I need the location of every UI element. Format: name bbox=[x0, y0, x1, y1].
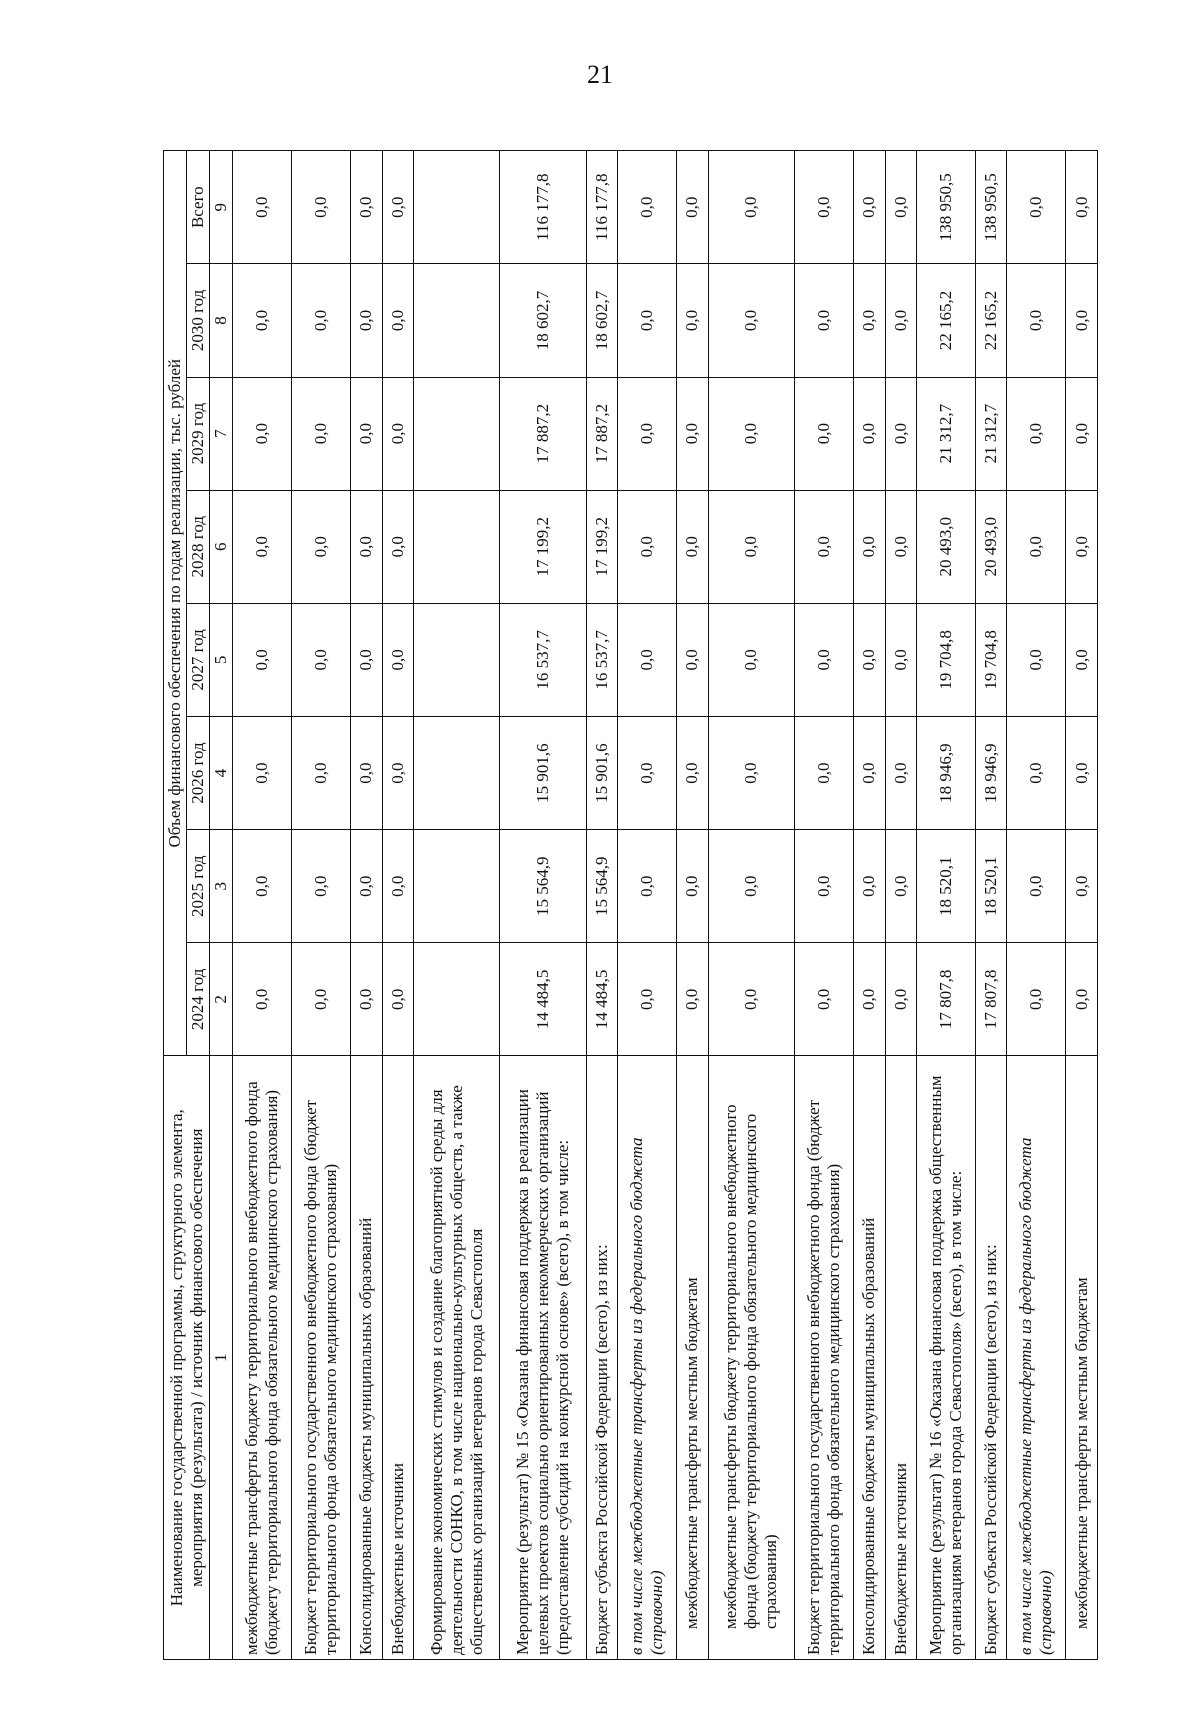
value-cell: 15 901,6 bbox=[586, 716, 618, 829]
value-cell bbox=[414, 943, 500, 1056]
header-row-1 bbox=[164, 151, 187, 1660]
header-year: 2030 год bbox=[187, 264, 210, 377]
value-cell: 138 950,5 bbox=[917, 151, 976, 264]
value-cell: 0,0 bbox=[1066, 603, 1098, 716]
table-row bbox=[975, 151, 1007, 1660]
column-number: 6 bbox=[210, 490, 233, 603]
table-row bbox=[414, 151, 500, 1660]
value-cell: 0,0 bbox=[351, 151, 383, 264]
table-row bbox=[382, 151, 414, 1660]
value-cell: 0,0 bbox=[708, 603, 794, 716]
value-cell: 17 199,2 bbox=[586, 490, 618, 603]
row-name-cell: Консолидированные бюджеты муниципальных образований bbox=[853, 1056, 885, 1660]
value-cell: 0,0 bbox=[1066, 490, 1098, 603]
value-cell: 0,0 bbox=[382, 490, 414, 603]
financing-table bbox=[163, 150, 1098, 1660]
value-cell: 0,0 bbox=[292, 490, 351, 603]
header-volume-cell: Объем финансового обеспечения по годам реализации, тыс. рублей bbox=[164, 151, 187, 1056]
value-cell: 0,0 bbox=[708, 264, 794, 377]
table-row bbox=[500, 151, 586, 1660]
value-cell: 0,0 bbox=[233, 943, 292, 1056]
value-cell: 0,0 bbox=[618, 151, 677, 264]
value-cell: 0,0 bbox=[233, 151, 292, 264]
table-row bbox=[618, 151, 677, 1660]
value-cell: 0,0 bbox=[677, 603, 709, 716]
value-cell: 17 807,8 bbox=[917, 943, 976, 1056]
page-number: 21 bbox=[587, 60, 613, 89]
value-cell: 0,0 bbox=[351, 943, 383, 1056]
value-cell: 18 602,7 bbox=[500, 264, 586, 377]
value-cell: 17 199,2 bbox=[500, 490, 586, 603]
value-cell: 18 946,9 bbox=[917, 716, 976, 829]
value-cell: 0,0 bbox=[351, 490, 383, 603]
value-cell bbox=[414, 151, 500, 264]
row-name-cell: Консолидированные бюджеты муниципальных образований bbox=[351, 1056, 383, 1660]
value-cell: 0,0 bbox=[677, 830, 709, 943]
column-number: 5 bbox=[210, 603, 233, 716]
value-cell: 0,0 bbox=[677, 490, 709, 603]
value-cell bbox=[414, 490, 500, 603]
value-cell: 116 177,8 bbox=[586, 151, 618, 264]
value-cell: 0,0 bbox=[1066, 830, 1098, 943]
header-year: 2026 год bbox=[187, 716, 210, 829]
value-cell: 0,0 bbox=[708, 151, 794, 264]
value-cell: 0,0 bbox=[1007, 943, 1066, 1056]
value-cell: 0,0 bbox=[382, 830, 414, 943]
value-cell: 0,0 bbox=[795, 716, 854, 829]
value-cell: 0,0 bbox=[618, 943, 677, 1056]
value-cell: 0,0 bbox=[885, 377, 917, 490]
value-cell bbox=[414, 716, 500, 829]
value-cell: 21 312,7 bbox=[975, 377, 1007, 490]
value-cell bbox=[414, 603, 500, 716]
row-name-cell: межбюджетные трансферты местным бюджетам bbox=[677, 1056, 709, 1660]
value-cell: 0,0 bbox=[677, 151, 709, 264]
value-cell: 15 564,9 bbox=[586, 830, 618, 943]
value-cell: 0,0 bbox=[853, 490, 885, 603]
value-cell: 0,0 bbox=[233, 716, 292, 829]
header-year: 2029 год bbox=[187, 377, 210, 490]
value-cell: 0,0 bbox=[1007, 716, 1066, 829]
value-cell: 17 887,2 bbox=[586, 377, 618, 490]
header-row-numbers bbox=[210, 151, 233, 1660]
value-cell: 0,0 bbox=[382, 603, 414, 716]
value-cell: 0,0 bbox=[382, 151, 414, 264]
value-cell: 0,0 bbox=[708, 830, 794, 943]
value-cell: 0,0 bbox=[351, 716, 383, 829]
value-cell: 0,0 bbox=[382, 943, 414, 1056]
table-row bbox=[795, 151, 854, 1660]
value-cell: 0,0 bbox=[1066, 716, 1098, 829]
value-cell: 17 887,2 bbox=[500, 377, 586, 490]
row-name-cell: межбюджетные трансферты бюджету территориального внебюджетного фонда (бюджету территориального фонда обязательного медицинского страхования) bbox=[233, 1056, 292, 1660]
row-name-cell: Мероприятие (результат) № 16 «Оказана финансовая поддержка общественным организациям ветеранов города Севастополя» (всего), в том числе: bbox=[917, 1056, 976, 1660]
value-cell: 18 946,9 bbox=[975, 716, 1007, 829]
value-cell: 0,0 bbox=[677, 943, 709, 1056]
value-cell: 18 602,7 bbox=[586, 264, 618, 377]
value-cell: 0,0 bbox=[1066, 943, 1098, 1056]
value-cell: 15 901,6 bbox=[500, 716, 586, 829]
table-row bbox=[1007, 151, 1066, 1660]
value-cell: 0,0 bbox=[233, 377, 292, 490]
value-cell: 18 520,1 bbox=[975, 830, 1007, 943]
value-cell: 0,0 bbox=[292, 151, 351, 264]
header-year: 2025 год bbox=[187, 830, 210, 943]
table-row bbox=[233, 151, 292, 1660]
row-name-cell: Внебюджетные источники bbox=[382, 1056, 414, 1660]
value-cell: 19 704,8 bbox=[975, 603, 1007, 716]
value-cell: 0,0 bbox=[677, 377, 709, 490]
value-cell: 0,0 bbox=[853, 151, 885, 264]
value-cell: 0,0 bbox=[618, 490, 677, 603]
value-cell: 0,0 bbox=[885, 830, 917, 943]
value-cell: 0,0 bbox=[618, 830, 677, 943]
value-cell: 0,0 bbox=[885, 264, 917, 377]
value-cell: 0,0 bbox=[1066, 264, 1098, 377]
value-cell: 0,0 bbox=[351, 603, 383, 716]
value-cell: 14 484,5 bbox=[586, 943, 618, 1056]
row-name-cell: Внебюджетные источники bbox=[885, 1056, 917, 1660]
value-cell: 19 704,8 bbox=[917, 603, 976, 716]
value-cell: 0,0 bbox=[677, 716, 709, 829]
value-cell: 0,0 bbox=[853, 716, 885, 829]
column-number: 9 bbox=[210, 151, 233, 264]
value-cell: 0,0 bbox=[292, 943, 351, 1056]
value-cell: 0,0 bbox=[618, 377, 677, 490]
value-cell: 0,0 bbox=[292, 716, 351, 829]
column-number: 4 bbox=[210, 716, 233, 829]
table-body bbox=[233, 151, 1098, 1660]
table-row bbox=[586, 151, 618, 1660]
value-cell: 0,0 bbox=[885, 490, 917, 603]
header-name-cell: Наименование государственной программы, структурного элемента, мероприятия (результата) / источник финансового обеспечения bbox=[164, 1056, 210, 1660]
value-cell: 0,0 bbox=[1007, 490, 1066, 603]
value-cell: 0,0 bbox=[1007, 830, 1066, 943]
value-cell: 0,0 bbox=[233, 603, 292, 716]
value-cell: 20 493,0 bbox=[917, 490, 976, 603]
value-cell: 0,0 bbox=[853, 377, 885, 490]
value-cell: 22 165,2 bbox=[975, 264, 1007, 377]
value-cell: 0,0 bbox=[795, 151, 854, 264]
value-cell: 0,0 bbox=[795, 943, 854, 1056]
value-cell: 18 520,1 bbox=[917, 830, 976, 943]
header-year: 2024 год bbox=[187, 943, 210, 1056]
value-cell: 0,0 bbox=[885, 716, 917, 829]
value-cell: 116 177,8 bbox=[500, 151, 586, 264]
value-cell: 138 950,5 bbox=[975, 151, 1007, 264]
value-cell: 0,0 bbox=[853, 264, 885, 377]
row-name-cell: Бюджет территориального государственного внебюджетного фонда (бюджет территориального фонда обязательного медицинского страхования) bbox=[795, 1056, 854, 1660]
table-row bbox=[351, 151, 383, 1660]
table-row bbox=[885, 151, 917, 1660]
value-cell: 0,0 bbox=[618, 716, 677, 829]
value-cell bbox=[414, 264, 500, 377]
value-cell: 0,0 bbox=[292, 603, 351, 716]
value-cell: 0,0 bbox=[1066, 151, 1098, 264]
value-cell: 0,0 bbox=[233, 264, 292, 377]
column-number: 2 bbox=[210, 943, 233, 1056]
table-row bbox=[917, 151, 976, 1660]
value-cell: 0,0 bbox=[1007, 264, 1066, 377]
value-cell: 14 484,5 bbox=[500, 943, 586, 1056]
value-cell: 0,0 bbox=[853, 943, 885, 1056]
row-name-cell: межбюджетные трансферты местным бюджетам bbox=[1066, 1056, 1098, 1660]
value-cell: 0,0 bbox=[795, 490, 854, 603]
value-cell: 0,0 bbox=[885, 151, 917, 264]
row-name-cell: Формирование экономических стимулов и создание благоприятной среды для деятельности СОНКО, в том числе национально-культурных обществ, а также общественных организаций ветеранов города Севастополя bbox=[414, 1056, 500, 1660]
value-cell: 0,0 bbox=[853, 830, 885, 943]
value-cell: 0,0 bbox=[233, 490, 292, 603]
value-cell: 0,0 bbox=[351, 377, 383, 490]
header-year: 2028 год bbox=[187, 490, 210, 603]
value-cell bbox=[414, 830, 500, 943]
value-cell: 0,0 bbox=[382, 716, 414, 829]
column-number: 3 bbox=[210, 830, 233, 943]
value-cell: 0,0 bbox=[292, 830, 351, 943]
table-row bbox=[292, 151, 351, 1660]
value-cell: 0,0 bbox=[885, 603, 917, 716]
row-name-cell: Бюджет территориального государственного внебюджетного фонда (бюджет территориального фонда обязательного медицинского страхования) bbox=[292, 1056, 351, 1660]
row-name-cell: межбюджетные трансферты бюджету территориального внебюджетного фонда (бюджету территориального фонда обязательного медицинского страхования) bbox=[708, 1056, 794, 1660]
value-cell: 0,0 bbox=[708, 377, 794, 490]
column-number: 8 bbox=[210, 264, 233, 377]
value-cell: 0,0 bbox=[618, 264, 677, 377]
row-name-cell: Мероприятие (результат) № 15 «Оказана финансовая поддержка в реализации целевых проектов социально ориентированных некоммерческих организаций (предоставление субсидий на конкурсной основе» (всего), в том числе: bbox=[500, 1056, 586, 1660]
value-cell: 16 537,7 bbox=[586, 603, 618, 716]
value-cell: 0,0 bbox=[795, 264, 854, 377]
table-row bbox=[1066, 151, 1098, 1660]
value-cell: 0,0 bbox=[708, 490, 794, 603]
column-number: 7 bbox=[210, 377, 233, 490]
value-cell: 16 537,7 bbox=[500, 603, 586, 716]
value-cell: 0,0 bbox=[382, 377, 414, 490]
value-cell: 0,0 bbox=[1007, 377, 1066, 490]
table-row bbox=[853, 151, 885, 1660]
row-name-cell: в том числе межбюджетные трансферты из федерального бюджета (справочно) bbox=[618, 1056, 677, 1660]
value-cell: 22 165,2 bbox=[917, 264, 976, 377]
value-cell: 0,0 bbox=[292, 377, 351, 490]
value-cell: 0,0 bbox=[795, 830, 854, 943]
value-cell: 0,0 bbox=[1007, 603, 1066, 716]
value-cell: 0,0 bbox=[1066, 377, 1098, 490]
value-cell: 0,0 bbox=[795, 377, 854, 490]
value-cell: 17 807,8 bbox=[975, 943, 1007, 1056]
value-cell: 0,0 bbox=[351, 264, 383, 377]
value-cell: 0,0 bbox=[795, 603, 854, 716]
value-cell: 0,0 bbox=[618, 603, 677, 716]
value-cell: 20 493,0 bbox=[975, 490, 1007, 603]
row-name-cell: в том числе межбюджетные трансферты из федерального бюджета (справочно) bbox=[1007, 1056, 1066, 1660]
value-cell: 0,0 bbox=[351, 830, 383, 943]
value-cell: 15 564,9 bbox=[500, 830, 586, 943]
value-cell: 0,0 bbox=[1007, 151, 1066, 264]
rotated-table-container bbox=[163, 150, 1098, 1660]
table-row bbox=[677, 151, 709, 1660]
value-cell bbox=[414, 377, 500, 490]
header-year: 2027 год bbox=[187, 603, 210, 716]
value-cell: 0,0 bbox=[853, 603, 885, 716]
value-cell: 0,0 bbox=[708, 716, 794, 829]
value-cell: 0,0 bbox=[233, 830, 292, 943]
value-cell: 0,0 bbox=[292, 264, 351, 377]
value-cell: 0,0 bbox=[885, 943, 917, 1056]
header-year: Всего bbox=[187, 151, 210, 264]
table-row bbox=[708, 151, 794, 1660]
row-name-cell: Бюджет субъекта Российской Федерации (всего), из них: bbox=[586, 1056, 618, 1660]
value-cell: 21 312,7 bbox=[917, 377, 976, 490]
column-number: 1 bbox=[210, 1056, 233, 1660]
value-cell: 0,0 bbox=[708, 943, 794, 1056]
value-cell: 0,0 bbox=[677, 264, 709, 377]
row-name-cell: Бюджет субъекта Российской Федерации (всего), из них: bbox=[975, 1056, 1007, 1660]
value-cell: 0,0 bbox=[382, 264, 414, 377]
